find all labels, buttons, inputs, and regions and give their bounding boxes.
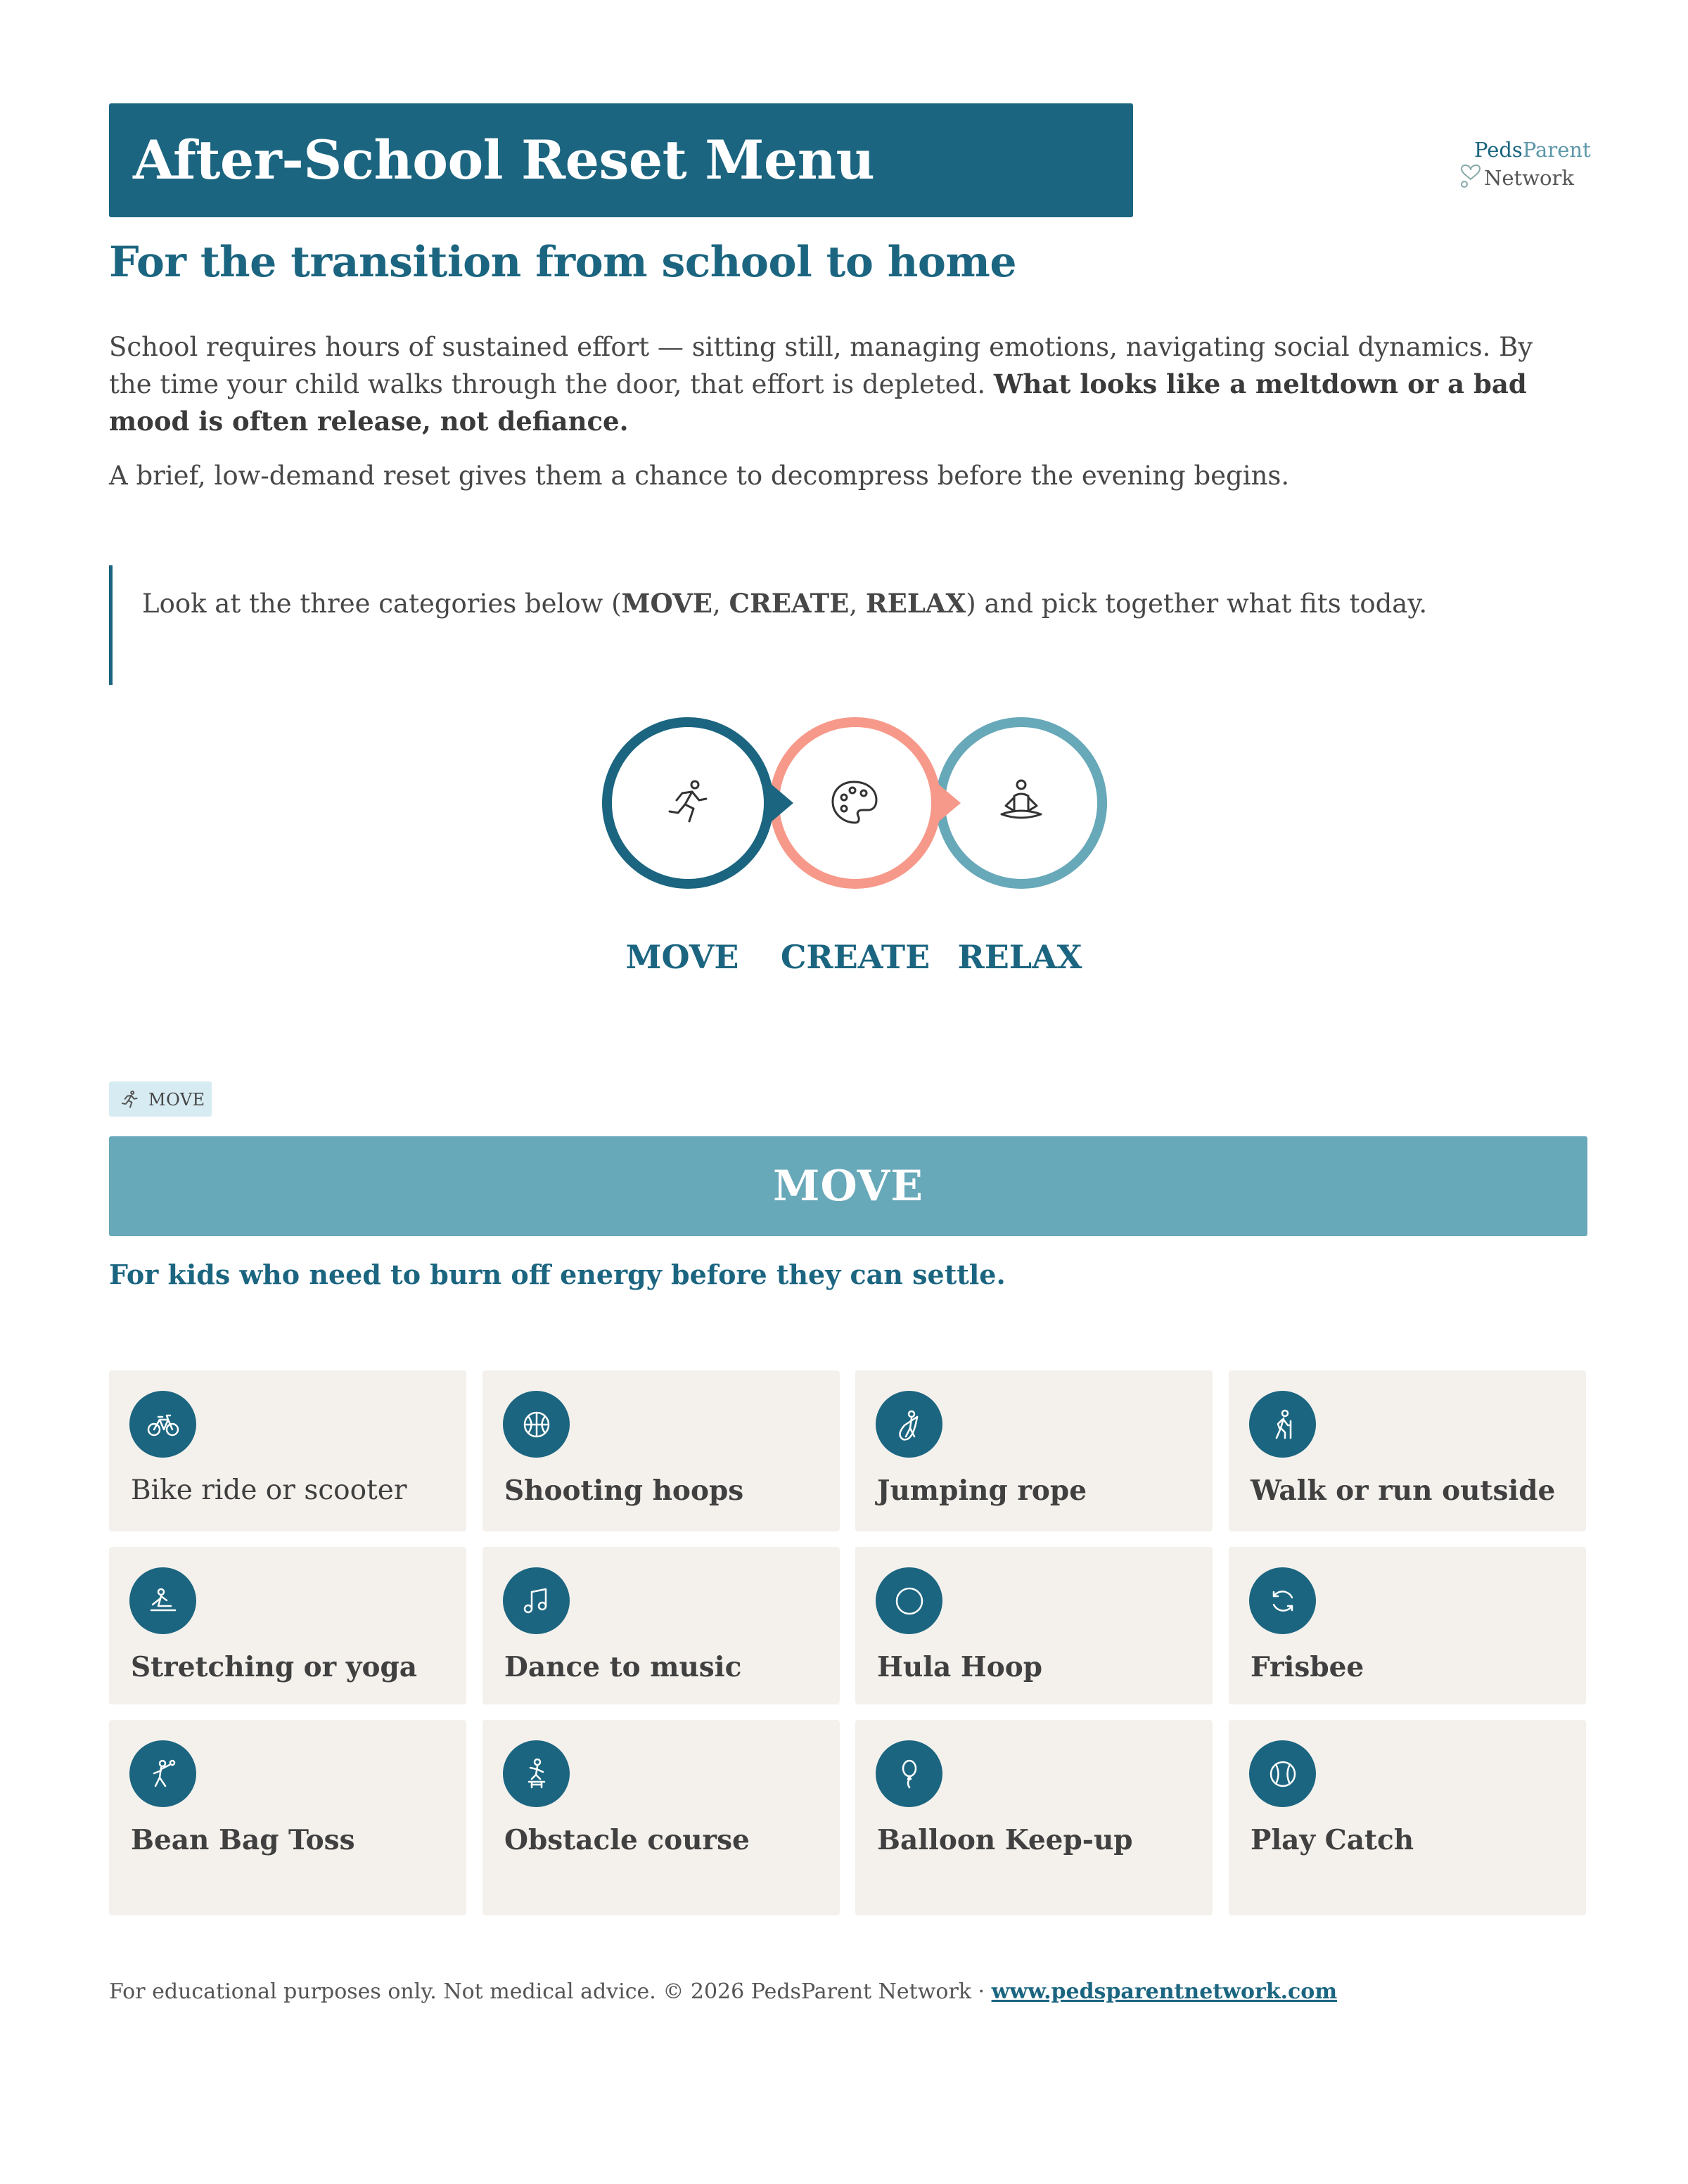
logo-line-2: Network xyxy=(1484,166,1574,190)
section-banner xyxy=(109,1136,1587,1236)
activity-label: Bean Bag Toss xyxy=(131,1824,355,1856)
create-circle xyxy=(774,722,961,884)
activity-label: Bike ride or scooter xyxy=(131,1475,407,1506)
section-subtitle: For kids who need to burn off energy before they can settle. xyxy=(109,1259,1006,1290)
activity-label: Balloon Keep-up xyxy=(877,1824,1133,1856)
activity-label: Play Catch xyxy=(1251,1824,1414,1856)
activity-card xyxy=(482,1370,840,1531)
balloon-icon xyxy=(876,1740,942,1807)
activity-label: Jumping rope xyxy=(877,1475,1087,1507)
baseball-icon xyxy=(1249,1740,1316,1807)
relax-circle xyxy=(940,722,1102,884)
label-relax: RELAX xyxy=(957,938,1082,976)
activity-card xyxy=(482,1720,840,1915)
page-title: After-School Reset Menu xyxy=(133,129,875,191)
activity-card xyxy=(1229,1370,1586,1531)
obstacle-icon xyxy=(503,1740,570,1807)
activity-card xyxy=(109,1370,466,1531)
subtitle: For the transition from school to home xyxy=(109,238,1017,287)
bike-icon xyxy=(129,1391,196,1458)
activity-card xyxy=(1229,1720,1586,1915)
move-circle xyxy=(607,722,793,884)
footer-text: For educational purposes only. Not medical advice. © 2026 PedsParent Network · xyxy=(109,1979,992,2004)
section-tag-label: MOVE xyxy=(148,1090,205,1110)
hiking-icon xyxy=(1249,1391,1316,1458)
activity-card xyxy=(109,1547,466,1704)
frisbee-icon xyxy=(1249,1567,1316,1634)
intro-paragraph: School requires hours of sustained effort — sitting still, managing emotions, navigating social dynamics. By the time your child walks through the door, that effort is depleted. What looks like a meltdown or a bad mood is often release, not defiance. xyxy=(109,332,1533,437)
callout xyxy=(109,565,1579,685)
category-flow-diagram xyxy=(584,703,1118,914)
title-banner xyxy=(109,103,1133,217)
activity-label: Hula Hoop xyxy=(877,1651,1043,1683)
yoga-icon xyxy=(129,1567,196,1634)
activity-label: Stretching or yoga xyxy=(131,1651,418,1683)
activity-card xyxy=(855,1720,1213,1915)
logo xyxy=(1449,138,1591,201)
section-tag xyxy=(109,1081,212,1117)
activity-card xyxy=(109,1720,466,1915)
section-banner-title: MOVE xyxy=(773,1162,923,1211)
label-move: MOVE xyxy=(625,938,739,976)
activity-label: Frisbee xyxy=(1251,1651,1364,1683)
activity-label: Walk or run outside xyxy=(1251,1475,1556,1507)
activity-label: Shooting hoops xyxy=(504,1475,744,1507)
activity-card xyxy=(855,1547,1213,1704)
throw-icon xyxy=(129,1740,196,1807)
activity-label: Obstacle course xyxy=(504,1824,750,1856)
intro-paragraph-2: A brief, low-demand reset gives them a chance to decompress before the evening begins. xyxy=(109,461,1290,491)
activity-card xyxy=(855,1370,1213,1531)
music-note-icon xyxy=(503,1567,570,1634)
website-link[interactable]: www.pedsparentnetwork.com xyxy=(991,1979,1338,2004)
activity-card xyxy=(482,1547,840,1704)
footer xyxy=(109,1979,1337,2004)
intro-emphasis: What looks like a meltdown or a bad mood is often release, not defiance. xyxy=(109,368,1527,437)
activity-card xyxy=(1229,1547,1586,1704)
hoop-icon xyxy=(876,1567,942,1634)
logo-line-1: PedsParent xyxy=(1474,138,1591,162)
label-create: CREATE xyxy=(780,938,931,976)
activity-label: Dance to music xyxy=(504,1651,742,1683)
basketball-icon xyxy=(503,1391,570,1458)
jump-rope-icon xyxy=(876,1391,942,1458)
callout-text: Look at the three categories below (MOVE, CREATE, RELAX) and pick together what fits today. xyxy=(142,588,1428,619)
heart-stethoscope-icon xyxy=(1459,160,1483,188)
running-icon xyxy=(122,1091,139,1109)
